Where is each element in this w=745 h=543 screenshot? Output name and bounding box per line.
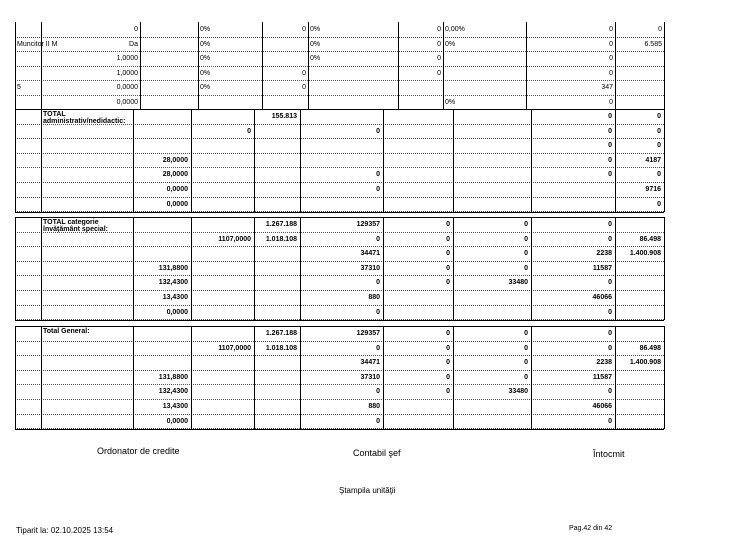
table-cell: 0	[524, 344, 528, 352]
table-cell: 1.018.108	[265, 344, 297, 352]
table-cell: 0	[524, 330, 528, 337]
table-column-rule	[615, 22, 616, 109]
table-cell: 0	[608, 156, 612, 164]
table-cell: 347	[601, 84, 613, 91]
table-column-rule	[664, 217, 665, 320]
table-rule	[15, 197, 664, 198]
print-timestamp: Tiparit la: 02.10.2025 13:54	[16, 526, 114, 535]
table-cell: 0	[376, 279, 380, 287]
table-rule	[15, 399, 664, 400]
table-cell: 0%	[445, 40, 456, 48]
table-cell: 0	[608, 113, 612, 120]
table-column-rule	[198, 22, 199, 109]
table-cell: 880	[368, 294, 380, 301]
table-cell: 0%	[200, 26, 211, 33]
table-cell: 0,0000	[116, 98, 138, 106]
table-cell: 13,4300	[162, 403, 188, 410]
table-cell: 0	[524, 264, 528, 272]
section-title: Total General:	[43, 328, 90, 335]
table-cell: 0	[247, 127, 251, 135]
table-cell: 0	[608, 308, 612, 316]
table-cell: 1.267.188	[265, 330, 297, 337]
table-column-rule	[531, 217, 532, 320]
table-cell: 33480	[508, 279, 528, 287]
table-cell: 0,0000	[166, 308, 188, 316]
table-column-rule	[383, 326, 384, 429]
table-column-rule	[443, 22, 444, 109]
table-cell: 0	[437, 55, 441, 62]
table-cell: 33480	[508, 388, 528, 396]
table-column-rule	[133, 326, 134, 429]
table-cell: 132,4300	[158, 279, 188, 287]
table-cell: 0,00%	[445, 26, 465, 33]
table-cell: 6.585	[644, 40, 662, 48]
table-cell: 0	[446, 250, 450, 258]
table-cell: 37310	[360, 373, 380, 381]
table-cell: 86.498	[639, 235, 661, 243]
table-cell: 0	[608, 127, 612, 135]
table-cell: 131,8800	[158, 373, 188, 381]
table-column-rule	[453, 326, 454, 429]
table-column-rule	[453, 217, 454, 320]
table-column-rule	[140, 22, 141, 109]
table-column-rule	[526, 22, 527, 109]
table-cell: 880	[368, 403, 380, 410]
table-column-rule	[664, 109, 665, 212]
table-cell: 0	[446, 235, 450, 243]
table-cell: 28,0000	[162, 156, 188, 164]
table-rule	[15, 167, 664, 168]
table-cell: 0	[609, 40, 613, 48]
table-cell: 13,4300	[162, 294, 188, 301]
table-cell: 0	[524, 221, 528, 228]
table-cell: 34471	[360, 359, 380, 367]
table-cell: 4187	[645, 156, 661, 164]
table-column-rule	[133, 217, 134, 320]
table-rule	[15, 341, 664, 342]
table-cell: 0%	[200, 84, 211, 91]
table-cell: Muncitor II M	[17, 40, 58, 48]
table-cell: 34471	[360, 250, 380, 258]
table-cell: 0%	[200, 55, 211, 62]
table-column-rule	[383, 217, 384, 320]
table-column-rule	[15, 22, 16, 109]
table-column-rule	[531, 326, 532, 429]
table-column-rule	[41, 217, 42, 320]
table-cell: 0	[376, 344, 380, 352]
table-cell: 0	[608, 235, 612, 243]
table-column-rule	[615, 217, 616, 320]
table-cell: 0	[437, 69, 441, 77]
table-rule	[15, 37, 664, 38]
table-column-rule	[254, 217, 255, 320]
table-cell: 0	[657, 142, 661, 150]
table-cell: 129357	[356, 330, 380, 337]
section-title: TOTAL administrativ/nedidactic:	[43, 111, 126, 125]
table-cell: 0	[446, 359, 450, 367]
table-rule	[15, 138, 664, 139]
table-rule	[15, 414, 664, 415]
page-number: Pag.42 din 42	[569, 525, 613, 532]
table-cell: 0	[446, 330, 450, 337]
table-rule	[15, 326, 664, 327]
table-cell: 0	[608, 388, 612, 396]
table-rule	[15, 355, 664, 356]
table-column-rule	[254, 326, 255, 429]
table-cell: 0%	[310, 55, 321, 62]
intocmit-label: Întocmit	[593, 449, 625, 459]
table-cell: 0	[608, 171, 612, 179]
table-rule	[15, 232, 664, 233]
table-cell: 11587	[592, 264, 612, 272]
table-column-rule	[300, 109, 301, 212]
table-rule	[15, 246, 664, 247]
table-column-rule	[383, 109, 384, 212]
table-column-rule	[300, 326, 301, 429]
table-cell: 1,0000	[116, 69, 138, 77]
table-rule	[15, 290, 664, 291]
table-cell: 0	[524, 250, 528, 258]
ordonator-label: Ordonator de credite	[97, 446, 180, 456]
table-column-rule	[453, 109, 454, 212]
table-cell: 0,0000	[166, 186, 188, 193]
table-rule	[15, 320, 664, 321]
table-column-rule	[254, 109, 255, 212]
table-cell: 0	[302, 26, 306, 33]
table-cell: 0	[376, 235, 380, 243]
table-column-rule	[191, 217, 192, 320]
table-cell: 11587	[592, 373, 612, 381]
table-column-rule	[615, 326, 616, 429]
table-cell: 0	[437, 40, 441, 48]
table-cell: 0	[608, 344, 612, 352]
table-column-rule	[191, 109, 192, 212]
section-title: TOTAL categorie învățământ special:	[43, 219, 108, 233]
table-column-rule	[531, 109, 532, 212]
table-rule	[15, 80, 664, 81]
table-cell: 0	[657, 171, 661, 179]
table-column-rule	[133, 109, 134, 212]
table-cell: 0	[446, 264, 450, 272]
table-cell: 0	[657, 113, 661, 120]
table-column-rule	[15, 217, 16, 320]
table-cell: 0	[609, 98, 613, 106]
table-cell: 1.400.908	[629, 359, 661, 367]
table-rule	[15, 261, 664, 262]
table-cell: 37310	[360, 264, 380, 272]
table-cell: Da	[129, 40, 138, 48]
table-cell: 0	[608, 417, 612, 425]
table-rule	[15, 305, 664, 306]
table-cell: 0	[609, 26, 613, 33]
table-rule	[15, 370, 664, 371]
table-rule	[15, 182, 664, 183]
table-cell: 0	[608, 279, 612, 287]
table-column-rule	[15, 109, 16, 212]
table-cell: 0,0000	[166, 417, 188, 425]
table-cell: 0%	[200, 69, 211, 77]
table-cell: 0	[376, 127, 380, 135]
table-cell: 0	[376, 417, 380, 425]
table-cell: 1.400.908	[629, 250, 661, 258]
table-cell: 1.018.108	[265, 235, 297, 243]
table-rule	[15, 429, 664, 430]
table-cell: 0%	[310, 40, 321, 48]
table-cell: 0	[446, 373, 450, 381]
table-cell: 1,0000	[116, 55, 138, 62]
table-cell: 2238	[596, 250, 612, 258]
table-cell: 0	[609, 69, 613, 77]
table-cell: 0	[376, 171, 380, 179]
table-column-rule	[15, 326, 16, 429]
table-cell: 131,8800	[158, 264, 188, 272]
table-rule	[15, 384, 664, 385]
table-rule	[15, 109, 664, 110]
table-column-rule	[664, 326, 665, 429]
table-column-rule	[191, 326, 192, 429]
table-cell: 0	[437, 26, 441, 33]
table-rule	[15, 275, 664, 276]
table-cell: 0	[608, 221, 612, 228]
table-rule	[15, 153, 664, 154]
table-column-rule	[41, 22, 42, 109]
table-cell: 0	[524, 359, 528, 367]
table-cell: 5	[17, 84, 21, 91]
table-cell: 0	[524, 235, 528, 243]
table-cell: 0	[657, 127, 661, 135]
table-column-rule	[262, 22, 263, 109]
table-rule	[15, 66, 664, 67]
table-cell: 0	[134, 26, 138, 33]
table-column-rule	[308, 22, 309, 109]
table-cell: 0	[302, 84, 306, 91]
table-column-rule	[41, 109, 42, 212]
table-cell: 0	[446, 279, 450, 287]
table-cell: 132,4300	[158, 388, 188, 396]
stampila-label: Ştampila unităţii	[339, 486, 396, 495]
table-rule	[15, 212, 664, 213]
table-cell: 0	[302, 69, 306, 77]
table-cell: 0	[446, 344, 450, 352]
table-cell: 0,0000	[166, 200, 188, 208]
table-cell: 0	[446, 388, 450, 396]
table-cell: 0	[658, 26, 662, 33]
table-cell: 0%	[310, 26, 321, 33]
table-cell: 46066	[592, 294, 612, 301]
table-cell: 0	[376, 308, 380, 316]
table-column-rule	[300, 217, 301, 320]
table-cell: 86.498	[639, 344, 661, 352]
table-cell: 28,0000	[162, 171, 188, 179]
table-column-rule	[41, 326, 42, 429]
table-column-rule	[664, 22, 665, 109]
table-cell: 1.267.188	[265, 221, 297, 228]
table-cell: 0	[524, 373, 528, 381]
table-cell: 1107,0000	[218, 235, 251, 243]
table-cell: 9716	[645, 186, 661, 193]
contabil-label: Contabil şef	[353, 448, 401, 458]
table-cell: 0%	[200, 40, 211, 48]
table-column-rule	[398, 22, 399, 109]
table-cell: 0	[657, 200, 661, 208]
table-cell: 0	[376, 186, 380, 193]
table-cell: 0,0000	[116, 84, 138, 91]
table-cell: 2238	[596, 359, 612, 367]
table-cell: 155.813	[271, 113, 297, 120]
table-cell: 0	[608, 142, 612, 150]
table-rule	[15, 95, 664, 96]
table-cell: 46066	[592, 403, 612, 410]
table-rule	[15, 51, 664, 52]
table-rule	[15, 124, 664, 125]
table-cell: 0	[446, 221, 450, 228]
table-cell: 0%	[445, 98, 456, 106]
table-rule	[15, 217, 664, 218]
table-cell: 0	[376, 388, 380, 396]
table-cell: 0	[608, 330, 612, 337]
table-column-rule	[615, 109, 616, 212]
table-cell: 129357	[356, 221, 380, 228]
table-cell: 0	[609, 55, 613, 62]
table-cell: 1107,0000	[218, 344, 251, 352]
